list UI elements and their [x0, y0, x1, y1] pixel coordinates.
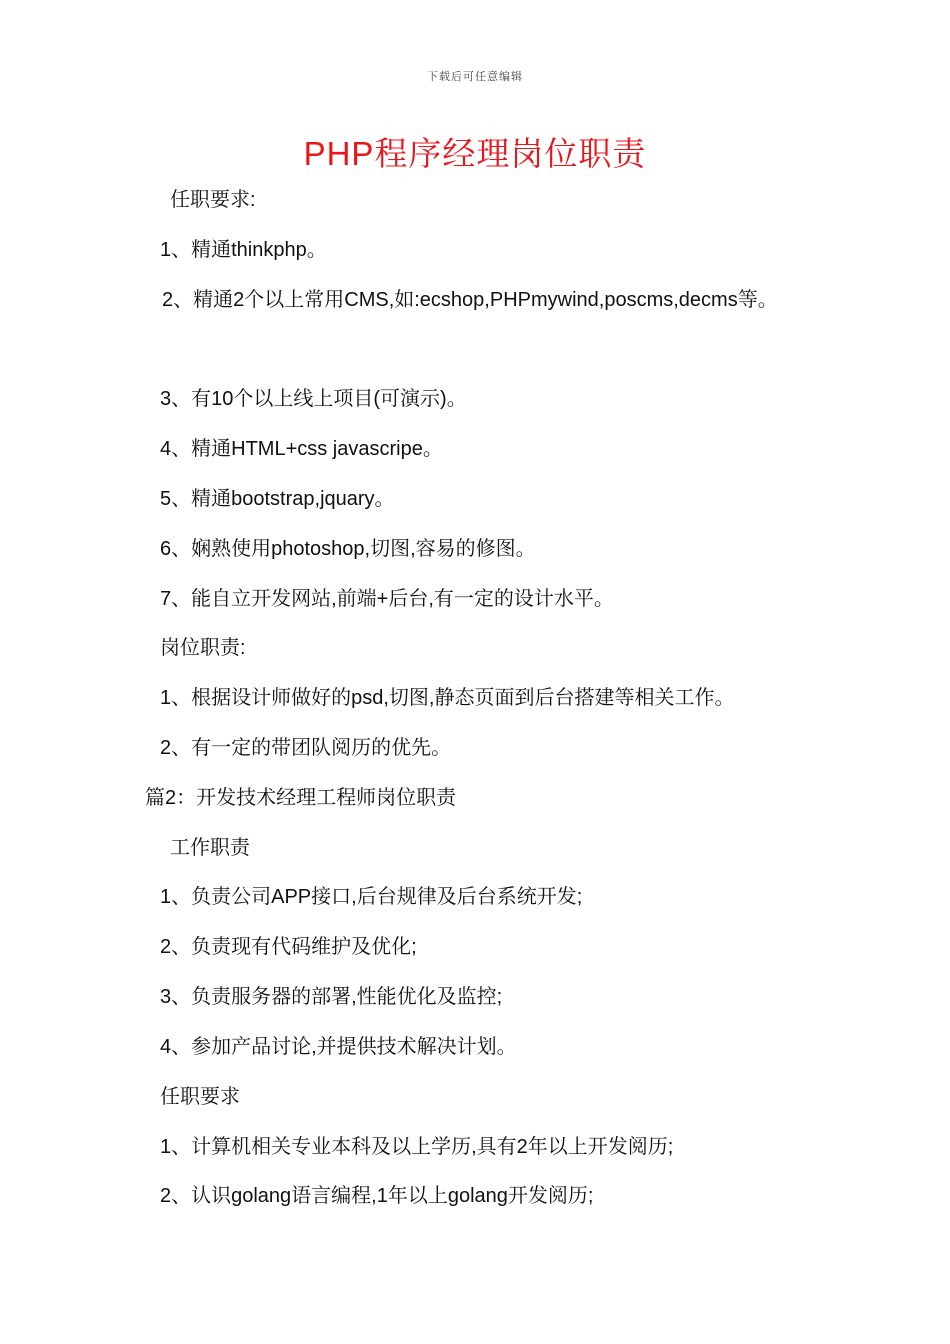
body-line: 3、有10个以上线上项目(可演示)。 — [160, 388, 467, 410]
chapter-heading: 篇2：开发技术经理工程师岗位职责 — [145, 787, 457, 809]
document-title: PHP程序经理岗位职责 — [303, 135, 647, 172]
body-line: 2、精通2个以上常用CMS,如:ecshop,PHPmywind,poscms,decms等。 — [162, 289, 778, 311]
body-line: 2、负责现有代码维护及优化; — [160, 936, 417, 958]
body-line: 2、有一定的带团队阅历的优先。 — [160, 737, 452, 759]
body-line: 6、娴熟使用photoshop,切图,容易的修图。 — [160, 538, 536, 560]
body-line: 5、精通bootstrap,jquary。 — [160, 488, 395, 510]
body-line: 1、负责公司APP接口,后台规律及后台系统开发; — [160, 886, 583, 908]
body-line: 1、计算机相关专业本科及以上学历,具有2年以上开发阅历; — [160, 1136, 674, 1158]
body-line: 3、负责服务器的部署,性能优化及监控; — [160, 986, 503, 1008]
body-line: 4、参加产品讨论,并提供技术解决计划。 — [160, 1036, 517, 1058]
section-heading-requirements: 任职要求: — [170, 189, 256, 211]
body-line: 1、精通thinkphp。 — [160, 239, 327, 261]
header-note: 下载后可任意编辑 — [427, 71, 523, 83]
section-heading-duties: 岗位职责: — [160, 637, 246, 659]
body-line: 1、根据设计师做好的psd,切图,静态页面到后台搭建等相关工作。 — [160, 687, 735, 709]
body-line: 7、能自立开发网站,前端+后台,有一定的设计水平。 — [160, 588, 614, 610]
body-line: 4、精通HTML+css javascripe。 — [160, 438, 443, 460]
section-heading-requirements-2: 任职要求 — [160, 1086, 240, 1108]
section-heading-work-duties: 工作职责 — [170, 837, 250, 859]
body-line: 2、认识golang语言编程,1年以上golang开发阅历; — [160, 1185, 594, 1207]
